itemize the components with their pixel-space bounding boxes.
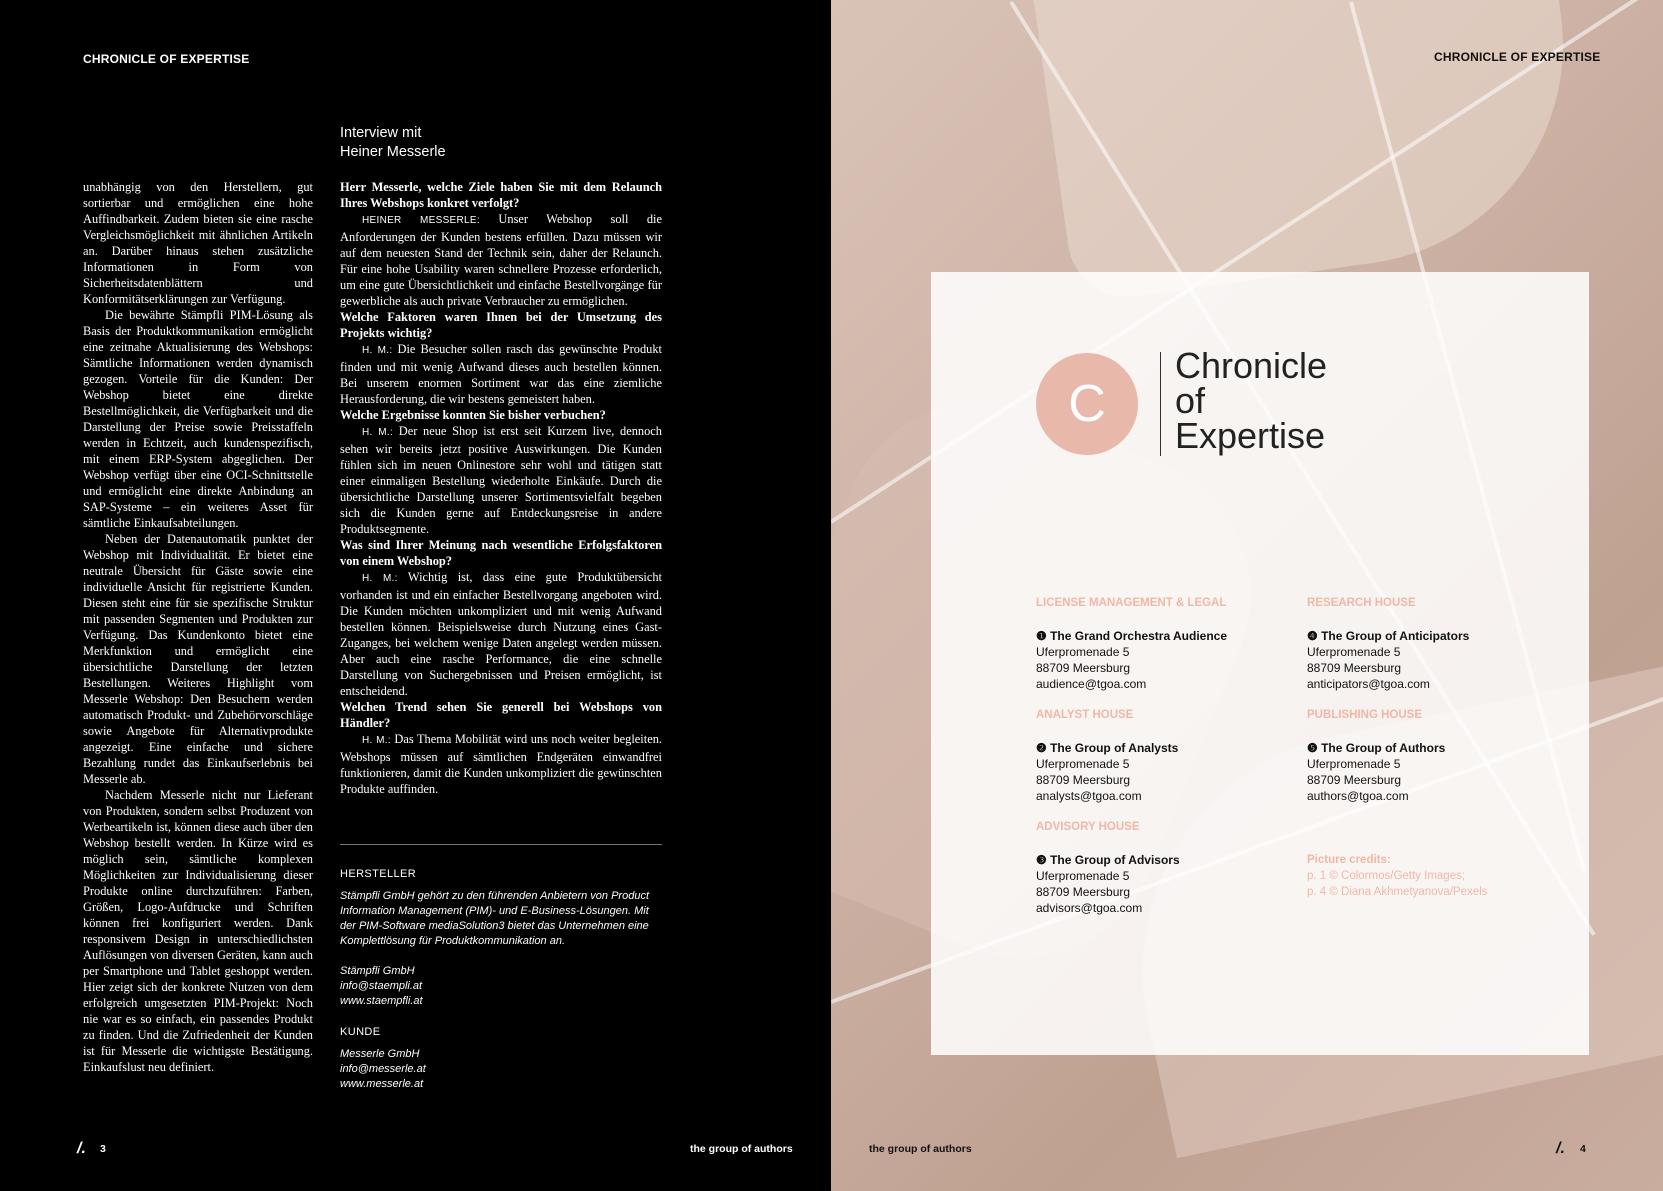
interview-answer xyxy=(340,731,662,797)
section-title: ADVISORY HOUSE xyxy=(1036,821,1140,833)
interview-speaker: H. M.: xyxy=(362,427,394,438)
brand-line: Expertise xyxy=(1175,415,1326,456)
address-city: 88709 Meersburg xyxy=(1036,773,1131,787)
address-street: Uferpromenade 5 xyxy=(1036,645,1130,659)
kunde-name: Messerle GmbH xyxy=(340,1048,420,1060)
credits-title: Picture credits: xyxy=(1307,854,1391,866)
interview-question: Welchen Trend sehen Sie generell bei Webshops von Händler? xyxy=(340,700,662,730)
interview-answer xyxy=(340,341,662,407)
article-paragraph: unabhängig von den Herstellern, gut sortierbar und ermöglichen eine hohe Auffindbarkeit. Zudem bieten sie eine rasche Vergleichsmöglichkeit mit ähnlichen Artikeln an. Darüber hinaus stehen zusätzliche Informationen in Form von Sicherheitsdatenblättern und Konformitätserklärungen zur Verfügung. xyxy=(83,180,313,306)
page-mark-icon: /. xyxy=(1556,1140,1565,1157)
address-city: 88709 Meersburg xyxy=(1307,773,1402,787)
interview-title xyxy=(340,124,446,162)
section-title: PUBLISHING HOUSE xyxy=(1307,709,1423,721)
interview-speaker: H. M.: xyxy=(362,573,398,584)
hersteller-label: HERSTELLER xyxy=(340,868,417,880)
kunde-contact xyxy=(340,1047,662,1092)
address-name: ❶ The Grand Orchestra Audience xyxy=(1036,629,1228,643)
brand-logo-icon: C xyxy=(1036,353,1138,455)
interview-title-line: Heiner Messerle xyxy=(340,144,446,160)
interview-answer-text: Wichtig ist, dass eine gute Produktübersicht vorhanden ist und ein einfacher Bestellvorgang angeboten wird. Die Kunden möchten unkompliziert und mit wenig Aufwand bestellen können. Beispielsweise durch Nutzung eines Gast-Zuganges, bei welchem wenige Daten angelegt werden müssen. Aber auch eine rasche Performance, die eine schnelle Darstellung von Suchergebnissen und Preisen ermöglicht, ist entscheidend. xyxy=(340,570,662,698)
interview-title-line: Interview mit xyxy=(340,125,422,141)
paper-fold-shape xyxy=(1031,0,1592,305)
interview-answer-text: Unser Webshop soll die Anforderungen der Kunden bestens erfüllen. Dazu müssen wir auf dem neuesten Stand der Technik sein, daher der Relaunch. Für eine hohe Usability waren schnellere Prozesse erforderlich, um eine gute Übersichtlichkeit und einfache Bestellvorgänge für gewerbliche als auch private Verbraucher zu ermöglichen. xyxy=(340,212,662,308)
interview-speaker: H. M.: xyxy=(362,345,393,356)
credits-line: p. 4 © Diana Akhmetyanova/Pexels xyxy=(1307,886,1488,898)
address-email-link[interactable]: analysts@tgoa.com xyxy=(1036,789,1142,803)
credits-line: p. 1 © Colormos/Getty Images; xyxy=(1307,870,1466,882)
address-name: ❹ The Group of Anticipators xyxy=(1307,629,1470,643)
interview-question: Herr Messerle, welche Ziele haben Sie mit dem Relaunch Ihres Webshops konkret verfolgt? xyxy=(340,180,662,210)
brand-line: Chronicle xyxy=(1175,345,1328,386)
interview-answer xyxy=(340,423,662,537)
interview-question: Welche Faktoren waren Ihnen bei der Umsetzung des Projekts wichtig? xyxy=(340,310,662,340)
hersteller-web-link[interactable]: www.staempfli.at xyxy=(340,995,423,1007)
interview-answer xyxy=(340,569,662,699)
kunde-email-link[interactable]: info@messerle.at xyxy=(340,1063,426,1075)
address-city: 88709 Meersburg xyxy=(1307,661,1402,675)
hersteller-description: Stämpfli GmbH gehört zu den führenden Anbietern von Product Information Management (PIM)- und E-Business-Lösungen. Mit der PIM-Software mediaSolution3 bietet das Unternehmen eine Komplettlösung für Produktkommunikation an. xyxy=(340,890,649,947)
address-email-link[interactable]: advisors@tgoa.com xyxy=(1036,901,1143,915)
address-email-link[interactable]: anticipators@tgoa.com xyxy=(1307,677,1430,691)
address-city: 88709 Meersburg xyxy=(1036,885,1131,899)
interview-answer xyxy=(340,211,662,309)
section-title: LICENSE MANAGEMENT & LEGAL xyxy=(1036,597,1227,609)
page-mark-icon: /. xyxy=(77,1140,86,1157)
address-street: Uferpromenade 5 xyxy=(1307,757,1401,771)
address-street: Uferpromenade 5 xyxy=(1036,757,1130,771)
address-name: ❸ The Group of Advisors xyxy=(1036,853,1180,867)
address-block xyxy=(1036,628,1227,692)
address-name: ❷ The Group of Analysts xyxy=(1036,741,1179,755)
footer-brand-right: the group of authors xyxy=(869,1143,972,1155)
interview-question: Welche Ergebnisse konnten Sie bisher verbuchen? xyxy=(340,408,606,422)
logo-divider xyxy=(1160,352,1161,456)
article-paragraph: Neben der Datenautomatik punktet der Webshop mit Individualität. Er bietet eine neutrale Übersicht für Gäste sowie eine individuelle Ansicht für registrierte Kunden. Diesen steht eine für sie spezifische Struktur mit passenden Segmenten und Produkten zur Verfügung. Das Kundenkonto bietet eine Merkfunktion und ermöglicht eine übersichtliche Darstellung der letzten Bestellungen. Weiteres Highlight vom Messerle Webshop: Den Besuchern werden automatisch Produkt- und Zubehörvorschläge sowie Angebote für Alternativprodukte angezeigt. Eine einfache und sichere Bezahlung rundet das Einkaufserlebnis bei Messerle ab. xyxy=(83,532,313,786)
address-block xyxy=(1036,740,1178,804)
hersteller-email-link[interactable]: info@staempli.at xyxy=(340,980,423,992)
interview-answer-text: Die Besucher sollen rasch das gewünschte Produkt finden und mit wenig Aufwand dieses auch bestellen können. Bei unserem enormen Sortiment war das eine ziemliche Herausforderung, die wir bestens gemeistert haben. xyxy=(340,342,662,406)
address-name: ❺ The Group of Authors xyxy=(1307,741,1446,755)
brand-line: of xyxy=(1175,380,1206,421)
footer-brand: the group of authors xyxy=(690,1143,793,1155)
article-paragraph: Die bewährte Stämpfli PIM-Lösung als Basis der Produktkommunikation ermöglicht eine zeitnahe Aktualisierung des Webshops: Sämtliche Informationen werden dynamisch gezogen. Vorteile für die Kunden: Der Webshop bietet eine direkte Bestellmöglichkeit, die Verfügbarkeit und die Darstellung der Preise sowie Preisstaffeln werden in Echtzeit, auch kundenspezifisch, mit einem ERP-System abgeglichen. Der Webshop verfügt über eine OCI-Schnittstelle und ermöglicht eine direkte Anbindung an SAP-Systeme – ein weiteres Asset für sämtliche Einkaufsabteilungen. xyxy=(83,308,313,530)
address-block xyxy=(1307,628,1469,692)
running-head-left: CHRONICLE OF EXPERTISE xyxy=(83,52,250,66)
address-street: Uferpromenade 5 xyxy=(1036,869,1130,883)
interview-column xyxy=(340,179,662,797)
left-page xyxy=(0,0,831,1191)
brand-wordmark xyxy=(1175,345,1328,456)
article-column-1 xyxy=(83,179,313,1075)
address-email-link[interactable]: audience@tgoa.com xyxy=(1036,677,1147,691)
address-block xyxy=(1036,852,1180,916)
address-city: 88709 Meersburg xyxy=(1036,661,1131,675)
interview-speaker: H. M.: xyxy=(362,735,391,746)
interview-answer-text: Das Thema Mobilität wird uns noch weiter begleiten. Webshops müssen auf sämtlichen Endgeräten einwandfrei funktionieren, damit die Kunden unkompliziert die gewünschten Produkte auffinden. xyxy=(340,732,662,796)
interview-question: Was sind Ihrer Meinung nach wesentliche Erfolgsfaktoren von einem Webshop? xyxy=(340,538,662,568)
page-number: 3 xyxy=(100,1143,106,1155)
page-number: 4 xyxy=(1580,1143,1586,1155)
running-head-right: CHRONICLE OF EXPERTISE xyxy=(1434,50,1601,64)
kunde-label: KUNDE xyxy=(340,1026,381,1038)
interview-speaker: HEINER MESSERLE: xyxy=(362,215,480,226)
section-title: RESEARCH HOUSE xyxy=(1307,597,1416,609)
kunde-web-link[interactable]: www.messerle.at xyxy=(340,1078,424,1090)
hersteller-contact xyxy=(340,964,662,1009)
hersteller-name: Stämpfli GmbH xyxy=(340,965,415,977)
address-block xyxy=(1307,740,1445,804)
address-email-link[interactable]: authors@tgoa.com xyxy=(1307,789,1409,803)
section-divider xyxy=(340,844,662,845)
interview-answer-text: Der neue Shop ist erst seit Kurzem live, dennoch sehen wir bereits jetzt positive Auswirkungen. Die Kunden fühlen sich im neuen Onlinestore sehr wohl und tätigen statt einer einmaligen Bestellung wiederholte Einkäufe. Durch die übersichtliche Darstellung unserer Sortimentsvielfalt begeben sich die Kunden gerne auf Entdeckungsreise in andere Produktsegmente. xyxy=(340,424,662,536)
picture-credits xyxy=(1307,852,1487,900)
article-paragraph: Nachdem Messerle nicht nur Lieferant von Produkten, sondern selbst Produzent von Werbeartikeln ist, können diese auch über den Webshop bestellt werden. In Kürze wird es möglich sein, sämtliche komplexen Möglichkeiten zur Individualisierung dieser Produkte online durchzuführen: Farben, Größen, Logo-Aufdrucke und Schriften können frei konfiguriert werden. Dank responsivem Design in unterschiedlichsten Auflösungen von diversen Geräten, kann auch per Smartphone und Tablet geshoppt werden. Hier zeigt sich der konkrete Nutzen von dem erfolgreich umgesetzten PIM-Projekt: Noch nie war es so einfach, ein passendes Produkt zu finden. Und die Zufriedenheit der Kunden ist für Messerle die wichtigste Bestätigung. Einkaufslust neu definiert. xyxy=(83,788,313,1074)
address-street: Uferpromenade 5 xyxy=(1307,645,1401,659)
section-title: ANALYST HOUSE xyxy=(1036,709,1134,721)
